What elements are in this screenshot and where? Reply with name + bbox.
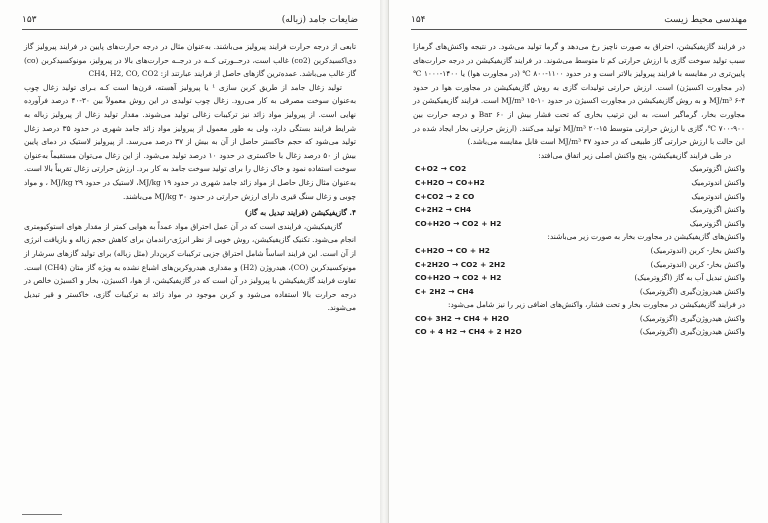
reaction-row	[413, 217, 745, 231]
right-paragraph-1: در فرایند گازیفیکیشن، احتراق به صورت ناچیز رخ می‌دهد و گرما تولید می‌شود. در نتیجه واکنش‌های گرمازا سبب تولید سوخت گازی با ارزش حرارتی کم تا متوسط می‌شوند. در فرایند گازیفیکیشن در درجه حرارت‌های پایین‌تری در مقایسه با فرایند پیرولیز بالاتر است و در حدود ۱۱۰۰-۸۰۰ ℃ (در مجاورت هوا) یا ۱۴۰۰-۱۰۰۰ ℃ (در مجاورت اکسیژن) است. ارزش حرارتی تولیدات گازی به روش گازیفیکیشن در مجاورت هوا در حدود MJ/m³ ۶-۴ و به روش گازیفیکیشن در مجاورت اکسیژن در حدود MJ/m³ ۱۵-۱۰ است. فرایند گازیفیکیشن در مجاورت بخار، گرماگیر است، به این ترتیب بخاری که تحت فشار بیش از Bar ۶۰ و درجه حرارت بین ۹۰۰-۷۰۰ ℃، گازی با ارزش حرارتی متوسط MJ/m³ ۲۰-۱۵ تولید می‌کنند. (ارزش حرارتی بخار ایجاد شده در این حالت با ارزش حرارتی گاز طبیعی که در حدود MJ/m³ ۳۷ است قابل مقایسه می‌باشد.)	[413, 42, 745, 147]
left-page-header	[22, 14, 358, 26]
reaction-label: واکنش اگزوترمیک	[689, 205, 745, 215]
right-page-body	[413, 40, 745, 339]
steam-intro: واکنش‌های گازیفیکیشن در مجاورت بخار به صورت زیر می‌باشند:	[547, 232, 745, 242]
right-page	[388, 0, 768, 523]
left-paragraph-3: گازیفیکیشن، فرایندی است که در آن عمل احتراق مواد عمداً به هوایی کمتر از مقدار هوای استوکیومتری انجام می‌شود. تکنیک گازیفیکیشن، روش خوبی از نظر انرژی-راندمان برای کاهش حجم زباله و بازیافت انرژی از آن است. این فرایند اساساً شامل احتراق جزیی ترکیبات کربن‌دار (مثل زباله) برای تولید گازهای سرشار از مونوکسیدکربن (CO)، هیدروژن (H2) و مقداری هیدروکربن‌های اشباع نشده به ویژه گاز متان (CH4) است. تفاوت فرایند گازیفیکیشن با پیرولیز در آن است که در گازیفیکیشن، از هوا، اکسیژن، بخار و اکسیژن خالص در درجه حرارت بالا استفاده می‌شود و کربن موجود در مواد زائد به ترکیبات گازی، خاکستر و قیر تبدیل می‌شوند.	[24, 221, 356, 313]
reaction-equation: C+H2O → CO + H2	[415, 245, 490, 255]
reaction-label: واکنش اگزوترمیک	[689, 164, 745, 174]
reaction-row	[413, 258, 745, 272]
reaction-row	[413, 271, 745, 285]
right-page-header	[411, 14, 747, 26]
reaction-row	[413, 285, 745, 299]
reaction-row	[413, 203, 745, 217]
left-page	[0, 0, 381, 523]
reaction-row	[413, 162, 745, 176]
reaction-equation: C+H2O → CO+H2	[415, 177, 485, 187]
left-paragraph-2: تولید زغال جامد از طریق کربن سازی ¹ یا پیرولیز آهسته، قرن‌ها است کـه بـرای تولید زغال چوب به‌عنوان سوخت مصرفی به کار می‌رود. زغال چوب تولیدی در این روش معمولاً بین ۳۰-۴۰ درصد فرآورده نهایی است. از پیرولیز مواد زائد نیز ترکیبات زغالی تولید می‌شوند. مقدار تولید زغال از پیرولیز زباله به شرایط فرایند بستگی دارد، ولی به طور معمول از پیرولیز مواد زائد جامد شهری در حدود ۳۵ درصد زغال تولید می‌شود که حجم خاکستر حاصل از آن به بیش از ۳۷ درصد می‌رسد. از پیرولیز لاستیک در دمای پایین بیش از ۵۰ درصد زغال با خاکستری در حدود ۱۰ درصد تولید می‌شود. از این زغال می‌توان مستقیماً به‌عنوان سوخت استفاده نمود و خاک زغال را برای تولید سوخت جامد به کار برد. ارزش حرارتی زغال تقریباً بالا است. به‌عنوان مثال زغال حاصل از مواد زائد جامد شهری در حدود MJ/kg ۱۹، لاستیک در حدود MJ/kg ۲۹ ، و مواد چوبی و زغال سنگ قیری دارای ارزش حرارتی در حدود MJ/kg ۳۰ می‌باشند.	[24, 82, 356, 201]
reaction-label: واکنش اندوترمیک	[691, 177, 745, 187]
reaction-equation: C+CO2 → 2 CO	[415, 191, 475, 201]
reaction-label: واکنش هیدروژن‌گیری (اگزوترمیک)	[639, 327, 745, 337]
reaction-row	[413, 325, 745, 339]
book-gutter	[380, 0, 388, 523]
reaction-equation: C+2H2 → CH4	[415, 205, 472, 215]
right-paragraph-2: در طی فرایند گازیفیکیشن، پنج واکنش اصلی زیر اتفاق می‌افتد:	[538, 150, 731, 160]
left-page-body	[24, 40, 356, 315]
reaction-label: واکنش بخار- کربن (اندوترمیک)	[650, 259, 745, 269]
right-header-rule	[411, 29, 747, 30]
pressure-intro: در فرایند گازیفیکیشن در مجاورت بخار و تحت فشار، واکنش‌های اضافی زیر را نیز شامل می‌شود:	[447, 300, 745, 310]
reaction-row	[413, 244, 745, 258]
left-header-title: ضایعات جامد (زباله)	[281, 15, 358, 25]
right-header-title: مهندسی محیط زیست	[664, 15, 747, 25]
reaction-label: واکنش هیدروژن‌گیری (اگزوترمیک)	[639, 313, 745, 323]
reaction-equation: CO+H2O → CO2 + H2	[415, 273, 502, 283]
reaction-equation: C+2H2O → CO2 + 2H2	[415, 259, 506, 269]
reaction-label: واکنش تبدیل آب به گاز (اگزوترمیک)	[634, 273, 745, 283]
reaction-label: واکنش بخار- کربن (اندوترمیک)	[650, 245, 745, 255]
reaction-equation: C+ 2H2 → CH4	[415, 286, 474, 296]
left-header-rule	[22, 29, 358, 30]
left-paragraph-1: تابعی از درجه حرارت فرایند پیرولیز می‌باشند. به‌عنوان مثال در درجه حرارت‌های پایین در فرایند پیرولیز گاز دی‌اکسیدکربن (co2) غالب است، درحــورتی کــه در درجــه حرارت‌های بالا در پیرولیز، مونوکسیدکربن (co) گاز غالب می‌باشد. عمده‌ترین گازهای حاصل از فرایند عبارتند از: CH4, H2, CO, CO2	[24, 42, 356, 79]
section-heading-gasification: ۴. گازیفیکیشن (فرایند تبدیل به گاز)	[244, 208, 356, 218]
reaction-equation: CO + 4 H2 → CH4 + 2 H2O	[415, 327, 522, 337]
reaction-equation: CO+ 3H2 → CH4 + H2O	[415, 313, 509, 323]
left-page-number: ۱۵۳	[22, 15, 37, 25]
reaction-label: واکنش هیدروژن‌گیری (اگزوترمیک)	[639, 286, 745, 296]
footnote-rule	[22, 514, 62, 519]
right-page-number: ۱۵۴	[411, 15, 426, 25]
reaction-row	[413, 176, 745, 190]
reaction-equation: CO+H2O → CO2 + H2	[415, 218, 502, 228]
reaction-row	[413, 190, 745, 204]
reaction-label: واکنش اگزوترمیک	[689, 218, 745, 228]
reaction-equation: C+O2 → CO2	[415, 164, 467, 174]
reaction-row	[413, 312, 745, 326]
reaction-label: واکنش اندوترمیک	[691, 191, 745, 201]
